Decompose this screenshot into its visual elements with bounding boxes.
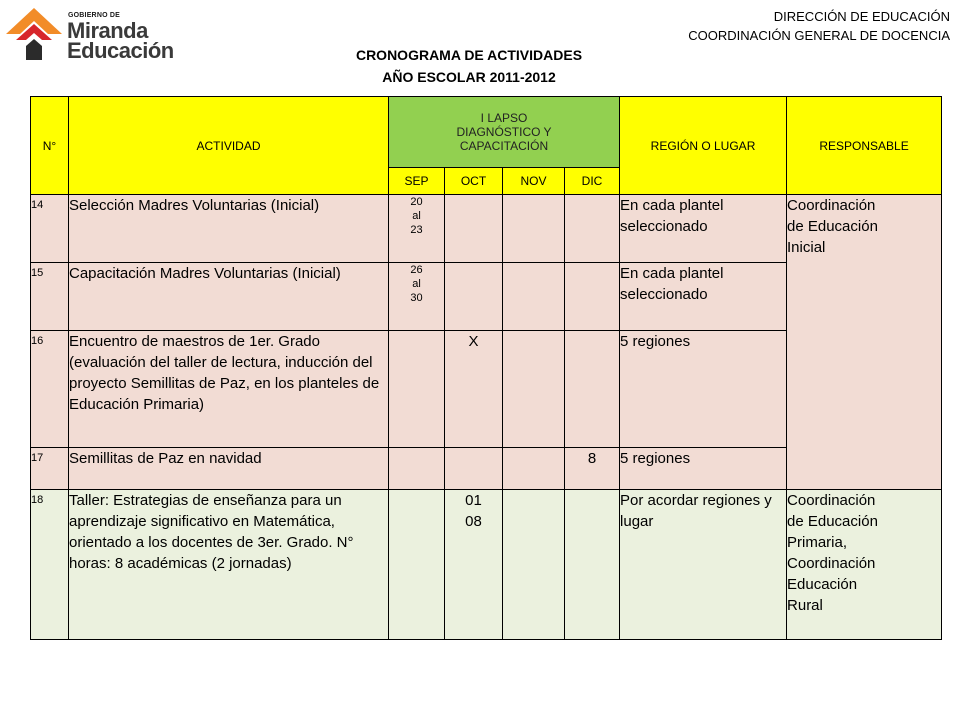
header-month-dic: DIC — [565, 168, 620, 195]
row-oct — [445, 263, 503, 331]
row-nov — [503, 195, 565, 263]
responsible-line: Coordinación — [787, 555, 876, 572]
lapso-line1: I LAPSO — [480, 111, 528, 125]
row-nov — [503, 331, 565, 448]
row-dic — [565, 263, 620, 331]
responsible-line: Rural — [787, 597, 823, 614]
table-row — [31, 195, 942, 263]
sep-value: 30 — [410, 292, 423, 304]
row-sep — [389, 263, 445, 331]
header-lapso — [389, 97, 620, 168]
header-activity: ACTIVIDAD — [69, 97, 389, 195]
logo-line1: Miranda — [67, 18, 148, 43]
row-region: Por acordar regiones y lugar — [620, 490, 787, 640]
responsible-line: Coordinación — [787, 492, 876, 509]
responsible-line: de Educación — [787, 218, 878, 235]
header-month-nov: NOV — [503, 168, 565, 195]
row-nov — [503, 448, 565, 490]
department-line2: COORDINACIÓN GENERAL DE DOCENCIA — [688, 28, 950, 43]
row-num: 15 — [31, 263, 69, 331]
row-num: 14 — [31, 195, 69, 263]
lapso-line2: DIAGNÓSTICO Y — [456, 125, 552, 139]
header-month-sep: SEP — [389, 168, 445, 195]
header-num: N° — [31, 97, 69, 195]
row-sep — [389, 490, 445, 640]
table-row — [31, 490, 942, 640]
row-num: 18 — [31, 490, 69, 640]
title-line2: AÑO ESCOLAR 2011-2012 — [382, 69, 556, 85]
header-row — [31, 97, 942, 168]
lapso-line3: CAPACITACIÓN — [459, 139, 549, 153]
logo-small-text: GOBIERNO DE — [68, 12, 120, 19]
sep-value: al — [412, 278, 421, 290]
row-responsible — [787, 490, 942, 640]
row-dic — [565, 195, 620, 263]
sep-value: 23 — [410, 224, 423, 236]
row-dic — [565, 331, 620, 448]
logo-line2: Educación — [67, 38, 174, 63]
row-sep — [389, 331, 445, 448]
oct-value: 01 — [465, 492, 482, 509]
row-oct — [445, 195, 503, 263]
row-region: 5 regiones — [620, 331, 787, 448]
row-activity: Capacitación Madres Voluntarias (Inicial) — [69, 263, 389, 331]
row-dic — [565, 490, 620, 640]
logo-mark-icon — [4, 4, 66, 66]
header-month-oct: OCT — [445, 168, 503, 195]
responsible-line: Inicial — [787, 239, 826, 256]
row-num: 17 — [31, 448, 69, 490]
row-oct: X — [445, 331, 503, 448]
row-nov — [503, 263, 565, 331]
title-line1: CRONOGRAMA DE ACTIVIDADES — [355, 47, 583, 63]
row-nov — [503, 490, 565, 640]
row-dic: 8 — [565, 448, 620, 490]
department-info — [688, 7, 950, 45]
row-oct — [445, 490, 503, 640]
responsible-line: Educación — [787, 576, 858, 593]
responsible-line: Coordinación — [787, 197, 876, 214]
oct-value: 08 — [465, 513, 482, 530]
row-num: 16 — [31, 331, 69, 448]
department-line1: DIRECCIÓN DE EDUCACIÓN — [773, 9, 950, 24]
responsible-inicial — [787, 195, 942, 490]
logo — [4, 2, 190, 68]
sep-value: 26 — [410, 264, 423, 276]
responsible-line: Primaria, — [787, 534, 848, 551]
row-activity: Encuentro de maestros de 1er. Grado (evaluación del taller de lectura, inducción del proyecto Semillitas de Paz, en los planteles de Educación Primaria) — [69, 331, 389, 448]
responsible-line: de Educación — [787, 513, 878, 530]
header-region: REGIÓN O LUGAR — [620, 97, 787, 195]
header-responsible: RESPONSABLE — [787, 97, 942, 195]
row-sep — [389, 195, 445, 263]
row-sep — [389, 448, 445, 490]
sep-value: 20 — [410, 196, 423, 208]
schedule-table — [30, 96, 942, 640]
sep-value: al — [412, 210, 421, 222]
row-region: En cada plantel seleccionado — [620, 195, 787, 263]
row-oct — [445, 448, 503, 490]
page-title — [210, 44, 728, 88]
row-activity: Taller: Estrategias de enseñanza para un aprendizaje significativo en Matemática, orientado a los docentes de 3er. Grado. N° horas: 8 académicas (2 jornadas) — [69, 490, 389, 640]
row-region: 5 regiones — [620, 448, 787, 490]
row-region: En cada plantel seleccionado — [620, 263, 787, 331]
row-activity: Semillitas de Paz en navidad — [69, 448, 389, 490]
row-activity: Selección Madres Voluntarias (Inicial) — [69, 195, 389, 263]
